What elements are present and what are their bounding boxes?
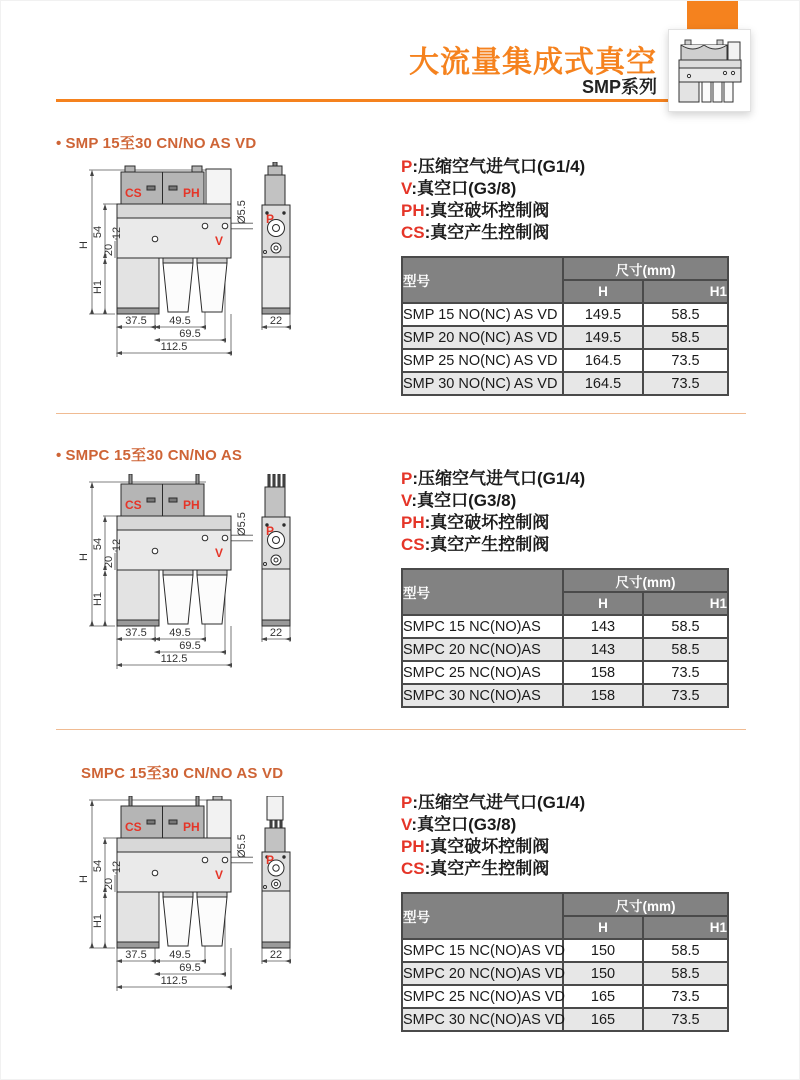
legend-line: P:压缩空气进气口(G1/4)	[401, 469, 586, 488]
col-dim: 尺寸(mm)	[563, 257, 728, 280]
table-row: SMPC 30 NC(NO)AS 158 73.5	[402, 684, 728, 707]
dim-20: 20	[103, 243, 115, 257]
product-thumbnail-icon	[675, 37, 745, 105]
legend-line: CS:真空产生控制阀	[401, 535, 550, 554]
section-info	[401, 156, 733, 396]
technical-drawing-smpc	[59, 474, 394, 679]
table-row: SMP 15 NO(NC) AS VD 149.5 58.5	[402, 303, 728, 326]
label-v: V	[215, 868, 224, 882]
dim-112-5: 112.5	[160, 341, 188, 353]
dim-22: 22	[269, 627, 283, 639]
dim-37-5: 37.5	[125, 627, 147, 639]
label-p: P	[266, 853, 275, 867]
dim-h: H	[78, 875, 90, 883]
label-ph: PH	[183, 186, 200, 200]
technical-drawing-smp	[59, 162, 394, 367]
table-row: SMP 20 NO(NC) AS VD 149.5 58.5	[402, 326, 728, 349]
dim-h1: H1	[92, 913, 104, 929]
section-title: SMPC 15至30 CN/NO AS VD	[81, 765, 284, 782]
dim-12: 12	[111, 226, 123, 240]
table-row: SMPC 15 NC(NO)AS VD 150 58.5	[402, 939, 728, 962]
dim-22: 22	[269, 315, 283, 327]
label-p: P	[266, 524, 275, 538]
port-legend	[401, 468, 733, 556]
section-smp-as-vd	[56, 132, 746, 402]
page-corner-tab	[687, 1, 738, 31]
section-info	[401, 792, 733, 1032]
table-row: SMP 25 NO(NC) AS VD 164.5 73.5	[402, 349, 728, 372]
dim-49-5: 49.5	[169, 315, 191, 327]
technical-drawing-smpc-vd	[59, 796, 394, 1006]
col-h1: H1	[643, 280, 728, 303]
legend-line: P:压缩空气进气口(G1/4)	[401, 157, 586, 176]
legend-line: PH:真空破坏控制阀	[401, 201, 550, 220]
label-v: V	[215, 234, 224, 248]
legend-line: P:压缩空气进气口(G1/4)	[401, 793, 586, 812]
port-legend	[401, 156, 733, 244]
section-divider	[56, 729, 746, 730]
dim-37-5: 37.5	[125, 315, 147, 327]
port-legend	[401, 792, 733, 880]
col-model: 型号	[402, 257, 563, 303]
section-title: • SMPC 15至30 CN/NO AS	[56, 447, 243, 464]
header-divider	[56, 99, 746, 102]
table-row: SMPC 20 NC(NO)AS 143 58.5	[402, 638, 728, 661]
dim-20: 20	[103, 555, 115, 569]
col-h: H	[563, 916, 643, 939]
section-info	[401, 468, 733, 708]
table-row: SMPC 25 NC(NO)AS VD 165 73.5	[402, 985, 728, 1008]
dim-49-5: 49.5	[169, 627, 191, 639]
section-divider	[56, 413, 746, 414]
dim-12: 12	[111, 538, 123, 552]
col-h: H	[563, 592, 643, 615]
dim-112-5: 112.5	[160, 653, 188, 665]
dim-112-5: 112.5	[160, 975, 188, 987]
label-v: V	[215, 546, 224, 560]
label-ph: PH	[183, 820, 200, 834]
table-row: SMPC 15 NC(NO)AS 143 58.5	[402, 615, 728, 638]
section-title: • SMP 15至30 CN/NO AS VD	[56, 135, 257, 152]
col-model: 型号	[402, 893, 563, 939]
dim-49-5: 49.5	[169, 949, 191, 961]
col-dim: 尺寸(mm)	[563, 893, 728, 916]
col-h: H	[563, 280, 643, 303]
dim-69-5: 69.5	[179, 640, 201, 652]
legend-line: PH:真空破坏控制阀	[401, 513, 550, 532]
label-ph: PH	[183, 498, 200, 512]
dimensions-table	[401, 256, 729, 396]
bullet-marker: •	[56, 447, 62, 464]
dim-69-5: 69.5	[179, 328, 201, 340]
label-p: P	[266, 212, 275, 226]
page-title: 大流量集成式真空	[409, 46, 657, 79]
dim-54: 54	[92, 537, 104, 551]
bullet-marker: •	[56, 135, 62, 152]
series-subtitle: SMP系列	[581, 77, 657, 97]
table-row: SMPC 25 NC(NO)AS 158 73.5	[402, 661, 728, 684]
label-cs: CS	[125, 186, 142, 200]
dimensions-table	[401, 892, 729, 1032]
col-dim: 尺寸(mm)	[563, 569, 728, 592]
dim-54: 54	[92, 859, 104, 873]
dim-h: H	[78, 553, 90, 561]
dimensions-table	[401, 568, 729, 708]
legend-line: V:真空口(G3/8)	[401, 179, 517, 198]
dim-h: H	[78, 241, 90, 249]
dim-54: 54	[92, 225, 104, 239]
dim-22: 22	[269, 949, 283, 961]
product-thumbnail-card	[668, 29, 751, 112]
label-cs: CS	[125, 498, 142, 512]
col-model: 型号	[402, 569, 563, 615]
dim-dia: Ø5.5	[236, 512, 248, 536]
table-row: SMP 30 NO(NC) AS VD 164.5 73.5	[402, 372, 728, 395]
legend-line: CS:真空产生控制阀	[401, 223, 550, 242]
dim-dia: Ø5.5	[236, 200, 248, 224]
dim-37-5: 37.5	[125, 949, 147, 961]
label-cs: CS	[125, 820, 142, 834]
dim-20: 20	[103, 877, 115, 891]
legend-line: PH:真空破坏控制阀	[401, 837, 550, 856]
table-row: SMPC 30 NC(NO)AS VD 165 73.5	[402, 1008, 728, 1031]
table-row: SMPC 20 NC(NO)AS VD 150 58.5	[402, 962, 728, 985]
section-smpc-as	[56, 444, 746, 714]
col-h1: H1	[643, 592, 728, 615]
col-h1: H1	[643, 916, 728, 939]
legend-line: V:真空口(G3/8)	[401, 815, 517, 834]
legend-line: CS:真空产生控制阀	[401, 859, 550, 878]
dim-dia: Ø5.5	[236, 834, 248, 858]
legend-line: V:真空口(G3/8)	[401, 491, 517, 510]
dim-12: 12	[111, 860, 123, 874]
dim-h1: H1	[92, 591, 104, 607]
section-smpc-as-vd	[56, 762, 746, 1037]
dim-h1: H1	[92, 279, 104, 295]
dim-69-5: 69.5	[179, 962, 201, 974]
